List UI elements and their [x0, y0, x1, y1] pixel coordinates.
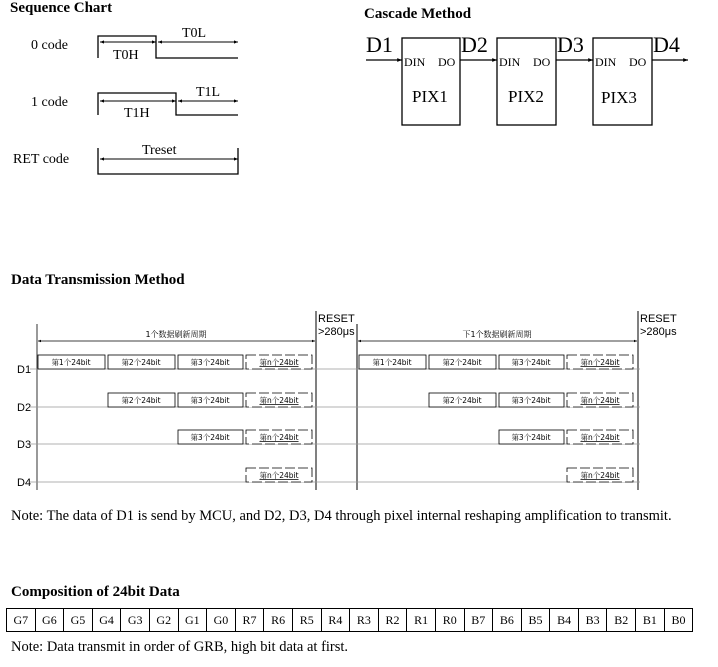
slot-label: 第n个24bit — [259, 358, 299, 367]
pix2-din: DIN — [499, 55, 521, 69]
bit-cell: B2 — [607, 609, 636, 632]
bit-cell: G6 — [35, 609, 64, 632]
slot-label: 第3个24bit — [190, 433, 230, 442]
slot-label: 第3个24bit — [511, 396, 551, 405]
pix1-box — [402, 38, 460, 125]
pix3-din: DIN — [595, 55, 617, 69]
cascade-signal-d4: D4 — [653, 32, 680, 57]
pix1-do: DO — [438, 55, 456, 69]
pix1-name: PIX1 — [412, 87, 448, 106]
line-label-d2: D2 — [17, 402, 32, 414]
bit-composition-table — [6, 608, 693, 632]
treset-label: Treset — [142, 143, 177, 158]
pix3-name: PIX3 — [601, 88, 637, 107]
period2-label: 下1个数据刷新周期 — [462, 330, 532, 339]
bit-cell: R6 — [264, 609, 293, 632]
line-label-d3: D3 — [17, 439, 32, 451]
slot-label: 第n个24bit — [580, 396, 620, 405]
seq-label-0-code: 0 code — [31, 38, 68, 53]
sequence-chart-heading: Sequence Chart — [10, 0, 113, 16]
slot-label: 第n个24bit — [259, 433, 299, 442]
slot-label: 第2个24bit — [442, 396, 482, 405]
bit-cell: B3 — [578, 609, 607, 632]
slot-label: 第n个24bit — [580, 433, 620, 442]
slot-label: 第3个24bit — [511, 433, 551, 442]
bit-cell: G2 — [149, 609, 178, 632]
bit-cell: B1 — [636, 609, 665, 632]
bit-cell: R2 — [378, 609, 407, 632]
t1l-label: T1L — [196, 85, 221, 100]
pix2-do: DO — [533, 55, 551, 69]
slot-label: 第3个24bit — [511, 358, 551, 367]
period1-label: 1个数据刷新周期 — [145, 330, 207, 339]
reset-time-1: >280μs — [318, 326, 355, 338]
line-label-d1: D1 — [17, 364, 32, 376]
t0h-label: T0H — [113, 48, 139, 63]
slot-label: 第2个24bit — [121, 358, 161, 367]
slot-label: 第n个24bit — [259, 396, 299, 405]
bit-cell: R7 — [235, 609, 264, 632]
bit-cell: G5 — [64, 609, 93, 632]
slot-label: 第3个24bit — [190, 358, 230, 367]
slot-label: 第1个24bit — [372, 358, 412, 367]
t0l-label: T0L — [182, 26, 207, 41]
data-transmission-heading: Data Transmission Method — [11, 272, 185, 288]
slot-label: 第n个24bit — [259, 471, 299, 480]
bit-cell: R0 — [435, 609, 464, 632]
reset-label-1: RESET — [318, 313, 355, 325]
reset-time-2: >280μs — [640, 326, 677, 338]
slot-label: 第3个24bit — [190, 396, 230, 405]
pix1-din: DIN — [404, 55, 426, 69]
composition-heading: Composition of 24bit Data — [11, 584, 180, 600]
bit-row — [7, 609, 693, 632]
bit-cell: B7 — [464, 609, 493, 632]
composition-note: Note: Data transmit in order of GRB, high bit data at first. — [11, 639, 349, 655]
slot-label: 第2个24bit — [442, 358, 482, 367]
slot-label: 第n个24bit — [580, 358, 620, 367]
pix3-do: DO — [629, 55, 647, 69]
seq-label-ret-code: RET code — [13, 152, 70, 167]
cascade-signal-d2: D2 — [461, 32, 488, 57]
cascade-signal-d1: D1 — [366, 32, 393, 57]
bit-cell: B6 — [493, 609, 522, 632]
bit-cell: G1 — [178, 609, 207, 632]
pix2-box — [497, 38, 556, 125]
cascade-method-heading: Cascade Method — [364, 6, 472, 22]
cascade-signal-d3: D3 — [557, 32, 584, 57]
slot-label: 第2个24bit — [121, 396, 161, 405]
pix3-box — [593, 38, 652, 125]
line-label-d4: D4 — [17, 477, 32, 489]
bit-cell: G0 — [207, 609, 236, 632]
t1h-label: T1H — [124, 106, 150, 121]
bit-cell: R5 — [292, 609, 321, 632]
bit-cell: B0 — [664, 609, 693, 632]
bit-cell: R1 — [407, 609, 436, 632]
bit-cell: B5 — [521, 609, 550, 632]
slot-label: 第1个24bit — [51, 358, 91, 367]
seq-label-1-code: 1 code — [31, 95, 68, 110]
pix2-name: PIX2 — [508, 87, 544, 106]
bit-cell: R3 — [350, 609, 379, 632]
bit-cell: R4 — [321, 609, 350, 632]
bit-cell: G3 — [121, 609, 150, 632]
bit-cell: B4 — [550, 609, 579, 632]
reset-label-2: RESET — [640, 313, 677, 325]
slot-label: 第n个24bit — [580, 471, 620, 480]
bit-cell: G7 — [7, 609, 36, 632]
bit-cell: G4 — [92, 609, 121, 632]
transmission-note: Note: The data of D1 is send by MCU, and D2, D3, D4 through pixel internal reshaping amplification to transmit. — [11, 508, 672, 524]
